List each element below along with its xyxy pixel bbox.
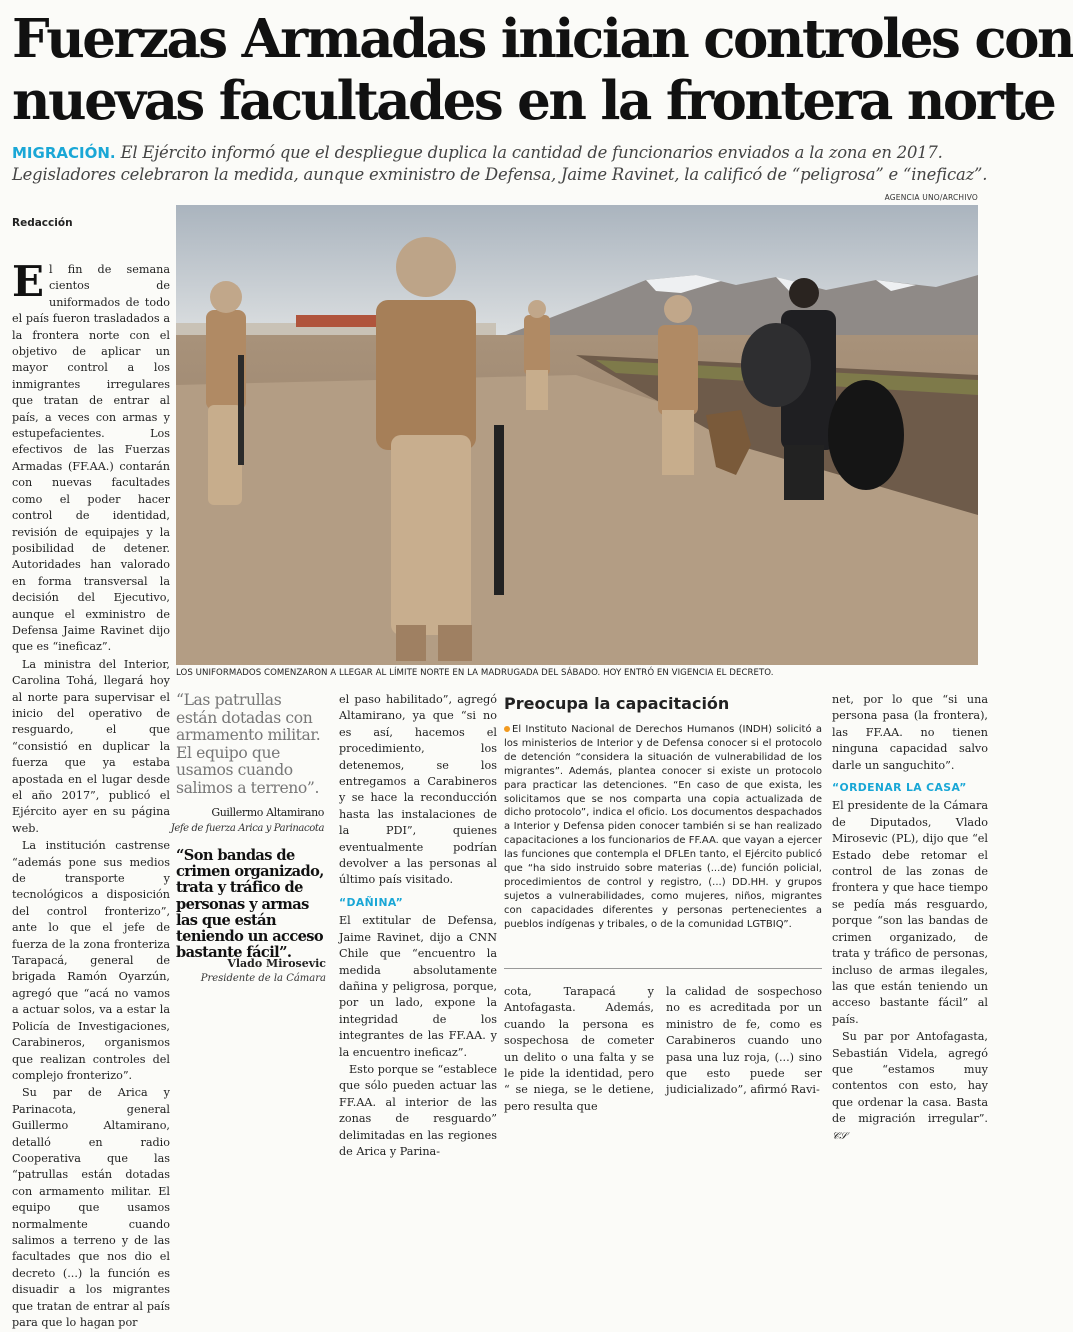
- pull-quote-2-text: “Son bandas de crimen organizado, trata y tráfico de personas y armas las que están teniendo un acceso bastante fácil”.: [176, 847, 324, 962]
- article-column-5: [666, 984, 822, 1100]
- article-paragraph-3: La institución castrense “además pone sus medios de transporte y tecnológicos a disposición del control fronterizo”, ante lo que el jefe de fuerza de la zona fronteriza Tarapacá, general de brigada Ramón Oyarzún, agregó que “acá no vamos a actuar solos, va a estar la Policía de Investigaciones, Carabineros, organismos que realizan controles del complejo fronterizo”.: [12, 839, 170, 1082]
- lead-text-2: Legisladores celebraron la medida, aunque exministro de Defensa, Jaime Ravinet, la calificó de “peligrosa” e “ineficaz”.: [12, 165, 988, 184]
- article-paragraph-12-text: Su par por Antofagasta, Sebastián Videla, agregó que “estamos muy contentos con esto, hay que ordenar la casa. Basta de migración irregular”.: [832, 1030, 988, 1126]
- article-column-3: [339, 692, 497, 1161]
- article-paragraph-1: [12, 257, 170, 656]
- article-column-6: [832, 692, 988, 1146]
- article-paragraph-2: La ministra del Interior, Carolina Tohá, llegará hoy al norte para supervisar el inicio del operativo de resguardo, el que “consistió en duplicar la fuerza que ya estaba apostada en el lugar desde el año 2017”, publicó el Ejército ayer en su página web.: [12, 657, 170, 835]
- headline-line-1: Fuerzas Armadas inician controles con: [12, 8, 1073, 70]
- pull-quote-2-author: Vlado Mirosevic: [227, 957, 326, 970]
- pull-quote-2-role: Presidente de la Cámara: [200, 973, 326, 984]
- photo-credit: AGENCIA UNO/ARCHIVO: [884, 193, 978, 202]
- byline: Redacción: [12, 217, 73, 229]
- lead-paragraph: [12, 142, 988, 186]
- box-title: Preocupa la capacitación: [504, 694, 730, 713]
- soldier-left: [206, 281, 246, 505]
- lead-line-1: [12, 142, 988, 164]
- pull-quote-2: [176, 847, 326, 984]
- article-paragraph-10: net, por lo que “si una persona pasa (la frontera), las FF.AA. no tienen ninguna capacidad salvo darle un sanguchito”.: [832, 693, 988, 772]
- pull-quote-1-text: “Las patrullas están dotadas con armamento militar. El equipo que usamos cuando salimos a terreno”.: [176, 691, 321, 797]
- headline-line-2: nuevas facultades en la frontera norte: [12, 70, 1055, 132]
- photo-soldiers-border-illustration: [176, 205, 978, 665]
- red-building: [296, 315, 386, 327]
- sidebar-box-capacitacion: [504, 694, 822, 932]
- headline: [12, 8, 1073, 132]
- soldier-distant: [524, 300, 550, 410]
- article-column-1: [12, 257, 170, 1332]
- article-paragraph-12: [832, 1029, 988, 1145]
- article-paragraph-11: El presidente de la Cámara de Diputados, Vlado Mirosevic (PL), dijo que “el Estado debe retomar el control de las zonas de frontera y que hace tiempo se pedía más resguardo, porque “son las bandas de crimen organizado, de trata y tráfico de personas, incluso de armas ilegales, las que están teniendo un acceso bastante fácil” al país.: [832, 799, 988, 1026]
- box-divider: [504, 968, 822, 969]
- pull-quote-1-role: Jefe de fuerza Arica y Parinacota: [170, 823, 324, 834]
- pull-quote-1: [170, 691, 324, 834]
- lead-text-1: El Ejército informó que el despliegue duplica la cantidad de funcionarios enviados a la zona en 2017.: [120, 143, 943, 162]
- article-paragraph-1-text: l fin de semana cientos de uniformados de todo el país fueron trasladados a la frontera norte con el objetivo de aplicar un mayor control a los inmigrantes irregulares que tratan de entrar al país, a veces con armas y estupefacientes. Los efectivos de las Fuerzas Armadas (FF.AA.) contarán con nuevas facultades como el poder hacer control de identidad, revisión de equipajes y la posibilidad de detener. Autoridades han valorado en forma transversal la decisión del Ejecutivo, aunque el exministro de Defensa Jaime Ravinet dijo que es “ineficaz”.: [12, 263, 170, 654]
- pull-quote-1-author: Guillermo Altamirano: [211, 806, 324, 819]
- box-body-text: El Instituto Nacional de Derechos Humanos (INDH) solicitó a los ministerios de Interior y de Defensa conocer si el protocolo de detención “considera la situación de vulnerabilidad de los migrantes”. Además, plantea conocer si existe un protocolo para practicar las detenciones. “En caso de que exista, les solicitamos que se nos comparta una copia actualizada de dicho protocolo”, indica el oficio. Los documentos despachados a Interior y Defensa piden conocer también si se han realizado capacitaciones a los funcionarios de FF.AA. que vayan a ejercer las funciones que contempla el DFLEn tanto, el Ejército publicó que “ha sido instruido sobre materias (...de) función policial, procedimientos de control y registro, (...) DD.HH. y grupos sujetos a vulnerabilidades, como mujeres, niños, migrantes con capacidades diferentes y personas pertenecientes a pueblos indígenas y tribales, o de la comunidad LGTBIQ”.: [504, 724, 822, 930]
- article-paragraph-9: la calidad de sospechoso no es acreditada por un ministro de fe, como es Carabineros cuando uno pasa una luz roja, (...) sino que esto puede ser judicializado”, afirmó Ravi-: [666, 985, 822, 1097]
- end-mark: 𝒞𝒮: [832, 1130, 848, 1142]
- article-paragraph-8: cota, Tarapacá y Antofagasta. Además, cuando la persona es sospechosa de cometer un delito o una falta y se le pide la identidad, pero “ se niega, se le detiene, pero resulta que: [504, 985, 654, 1113]
- news-photo: [176, 205, 978, 665]
- subhead-ordenar-la-casa: “ORDENAR LA CASA”: [832, 781, 967, 795]
- article-paragraph-7: Esto porque se “establece que sólo pueden actuar las FF.AA. al interior de las zonas de resguardo” delimitadas en las regiones de Arica y Parina-: [339, 1062, 497, 1158]
- article-paragraph-6: El extitular de Defensa, Jaime Ravinet, dijo a CNN Chile que “encuentro la medida absolutamente dañina y peligrosa, porque, por un lado, expone la integridad de los integrantes de las FF.AA. y la encuentro ineficaz”.: [339, 914, 497, 1059]
- article-column-4: [504, 984, 654, 1116]
- box-body: [504, 723, 822, 932]
- photo-caption: LOS UNIFORMADOS COMENZARON A LLEGAR AL LÍMITE NORTE EN LA MADRUGADA DEL SÁBADO. HOY ENTRÓ EN VIGENCIA EL DECRETO.: [176, 668, 774, 678]
- subhead-danina: “DAÑINA”: [339, 895, 404, 909]
- article-paragraph-4: Su par de Arica y Parinacota, general Guillermo Altamirano, detalló en radio Cooperativa que las “patrullas están dotadas con armamento militar. El equipo que usamos normalmente cuando salimos a terreno y de las facultades que nos dio el decreto (...) la función es disuadir a los migrantes que tratan de entrar al país para que lo hagan por: [12, 1086, 170, 1329]
- dropcap: E: [12, 257, 45, 306]
- article-paragraph-5: el paso habilitado”, agregó Altamirano, ya que “si no es así, hacemos el procedimiento, los detenemos, se los entregamos a Carabineros y se hace la reconducción hasta las instalaciones de la PDI”, quienes eventualmente podrían devolver a las personas al último país visitado.: [339, 693, 497, 887]
- section-kicker: MIGRACIÓN.: [12, 144, 116, 162]
- bullet-dot: [504, 726, 510, 732]
